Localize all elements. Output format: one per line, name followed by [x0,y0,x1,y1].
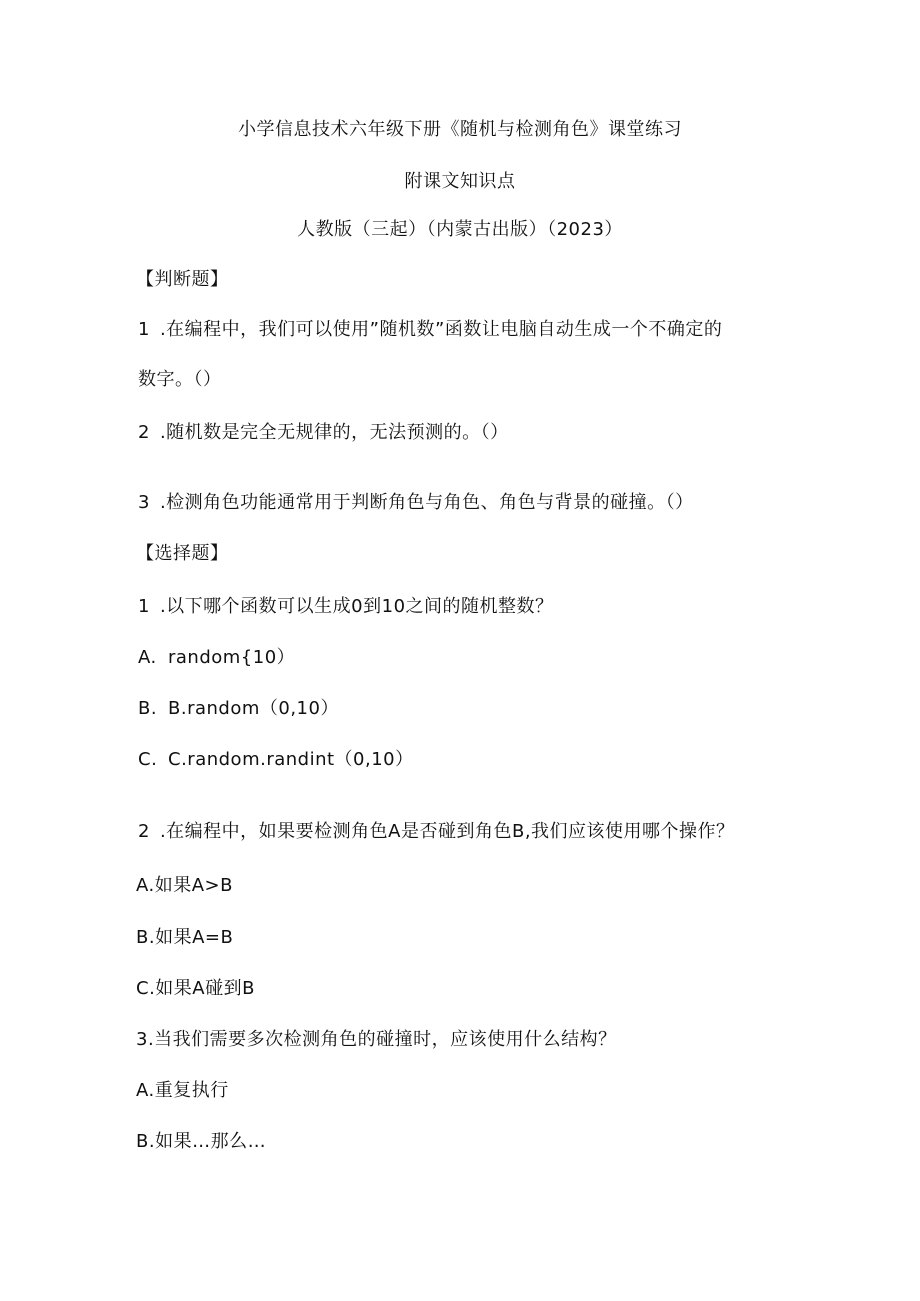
question-number: 1 [138,319,150,340]
option-label: B. [138,698,158,719]
judgment-question-1 [138,318,722,342]
choice-question-3-option-b: B.如果…那么… [136,1131,267,1152]
document-edition: 人教版（三起）（内蒙古出版）（2023） [297,219,623,240]
option-text: random{10） [168,647,296,668]
question-text: .以下哪个函数可以生成0到10之间的随机整数？ [159,596,554,617]
document-subtitle: 附课文知识点 [404,171,516,192]
choice-question-2-option-a: A.如果A>B [136,875,233,896]
choice-question-2-option-c: C.如果A碰到B [136,978,255,999]
option-text: C.random.randint（0,10） [168,749,414,770]
question-text: .检测角色功能通常用于判断角色与角色、角色与背景的碰撞。（） [159,492,694,513]
judgment-question-1-continued: 数字。（） [138,369,222,390]
choice-question-3: 3.当我们需要多次检测角色的碰撞时，应该使用什么结构？ [136,1029,617,1050]
choice-question-1-option-a [138,646,295,670]
question-number: 2 [138,821,150,842]
choice-question-2 [138,820,735,844]
choice-question-3-option-a: A.重复执行 [136,1080,229,1101]
choice-question-1 [138,595,554,619]
judgment-question-3 [138,491,694,515]
question-text: .在编程中，如果要检测角色A是否碰到角色B,我们应该使用哪个操作？ [159,821,735,842]
option-label: A. [138,647,157,668]
judgment-section-heading: 【判断题】 [136,269,229,290]
document-title: 小学信息技术六年级下册《随机与检测角色》课堂练习 [238,119,682,140]
question-text: .随机数是完全无规律的，无法预测的。（） [159,422,509,443]
choice-question-1-option-c [138,748,414,772]
choice-question-1-option-b [138,697,339,721]
question-number: 2 [138,422,150,443]
choice-section-heading: 【选择题】 [136,543,229,564]
judgment-question-2 [138,421,509,445]
choice-question-2-option-b: B.如果A=B [136,927,234,948]
question-number: 1 [138,596,150,617]
option-label: C. [138,749,158,770]
option-text: B.random（0,10） [168,698,339,719]
question-text: .在编程中，我们可以使用”随机数”函数让电脑自动生成一个不确定的 [159,319,723,340]
question-number: 3 [138,492,150,513]
